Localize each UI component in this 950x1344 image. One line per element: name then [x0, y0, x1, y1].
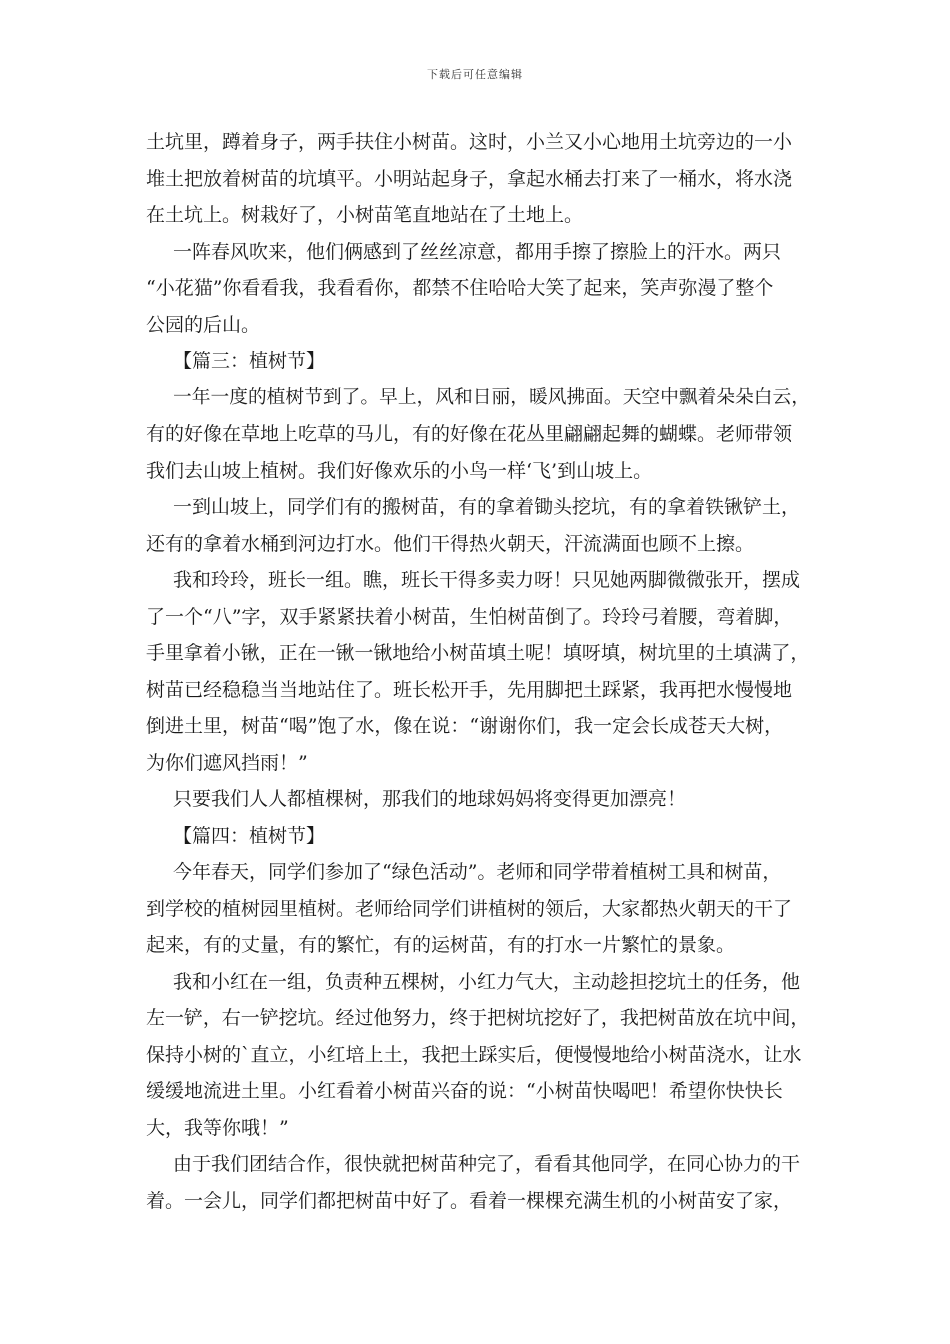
text-line: 大，我等你哦！” — [146, 1116, 289, 1139]
text-line: 倒进土里，树苗“喝”饱了水，像在说：“谢谢你们，我一定会长成苍天大树， — [146, 715, 784, 737]
text-line: 缓缓地流进土里。小红看着小树苗兴奋的说：“小树苗快喝吧！希望你快快长 — [146, 1080, 783, 1102]
text-line: 一阵春风吹来，他们俩感到了丝丝凉意，都用手擦了擦脸上的汗水。两只 — [173, 240, 782, 263]
text-line: 起来，有的丈量，有的繁忙，有的运树苗，有的打水一片繁忙的景象。 — [146, 934, 736, 956]
text-line: 一年一度的植树节到了。早上，风和日丽，暖风拂面。天空中飘着朵朵白云， — [173, 386, 810, 408]
text-line: 一到山坡上，同学们有的搬树苗，有的拿着锄头挖坑，有的拿着铁锹铲土， — [173, 496, 801, 518]
text-line: 我和小红在一组，负责种五棵树，小红力气大，主动趁担挖坑土的任务，他 — [173, 970, 801, 993]
text-line: 堆土把放着树苗的坑填平。小明站起身子，拿起水桶去打来了一桶水，将水浇 — [146, 167, 793, 190]
text-line: 在土坑上。树栽好了，小树苗笔直地站在了土地上。 — [146, 204, 584, 226]
text-line: 今年春天，同学们参加了“绿色活动”。老师和同学带着植树工具和树苗， — [173, 861, 782, 883]
text-line: 了一个“八”字，双手紧紧扶着小树苗，生怕树苗倒了。玲玲弓着腰，弯着脚， — [146, 605, 793, 628]
text-line: 着。一会儿，同学们都把树苗中好了。看着一棵棵充满生机的小树苗安了家， — [146, 1189, 793, 1212]
page-header: 下载后可任意编辑 — [427, 68, 523, 81]
text-line: 还有的拿着水桶到河边打水。他们干得热火朝天，汗流满面也顾不上擦。 — [146, 532, 755, 555]
text-line: 【篇三：植树节】 — [173, 350, 326, 372]
text-line: 树苗已经稳稳当当地站住了。班长松开手，先用脚把土踩紧，我再把水慢慢地 — [146, 678, 793, 701]
text-line: 【篇四：植树节】 — [173, 824, 326, 847]
text-line: 我和玲玲，班长一组。瞧，班长干得多卖力呀！只见她两脚微微张开，摆成 — [173, 569, 801, 591]
text-line: 我们去山坡上植树。我们好像欢乐的小鸟一样‘飞’到山坡上。 — [146, 459, 653, 482]
document-body — [146, 124, 810, 1219]
text-line: 左一铲，右一铲挖坑。经过他努力，终于把树坑挖好了，我把树苗放在坑中间， — [146, 1007, 810, 1029]
text-line: 由于我们团结合作，很快就把树苗种完了，看看其他同学，在同心协力的干 — [173, 1153, 801, 1175]
text-line: “小花猫”你看看我，我看看你，都禁不住哈哈大笑了起来，笑声弥漫了整个 — [146, 277, 774, 299]
text-line: 土坑里，蹲着身子，两手扶住小树苗。这时，小兰又小心地用土坑旁边的一小 — [146, 131, 793, 153]
text-line: 为你们遮风挡雨！” — [146, 751, 308, 774]
text-line: 手里拿着小锹，正在一锹一锹地给小树苗填土呢！填呀填，树坑里的土填满了， — [146, 642, 810, 664]
text-line: 公园的后山。 — [146, 313, 261, 336]
text-line: 保持小树的`直立，小红培上土，我把土踩实后，便慢慢地给小树苗浇水，让水 — [146, 1043, 802, 1066]
text-line: 有的好像在草地上吃草的马儿，有的好像在花丛里翩翩起舞的蝴蝶。老师带领 — [146, 423, 793, 445]
text-line: 只要我们人人都植棵树，那我们的地球妈妈将变得更加漂亮！ — [173, 788, 687, 810]
text-line: 到学校的植树园里植树。老师给同学们讲植树的领后，大家都热火朝天的干了 — [146, 897, 793, 920]
